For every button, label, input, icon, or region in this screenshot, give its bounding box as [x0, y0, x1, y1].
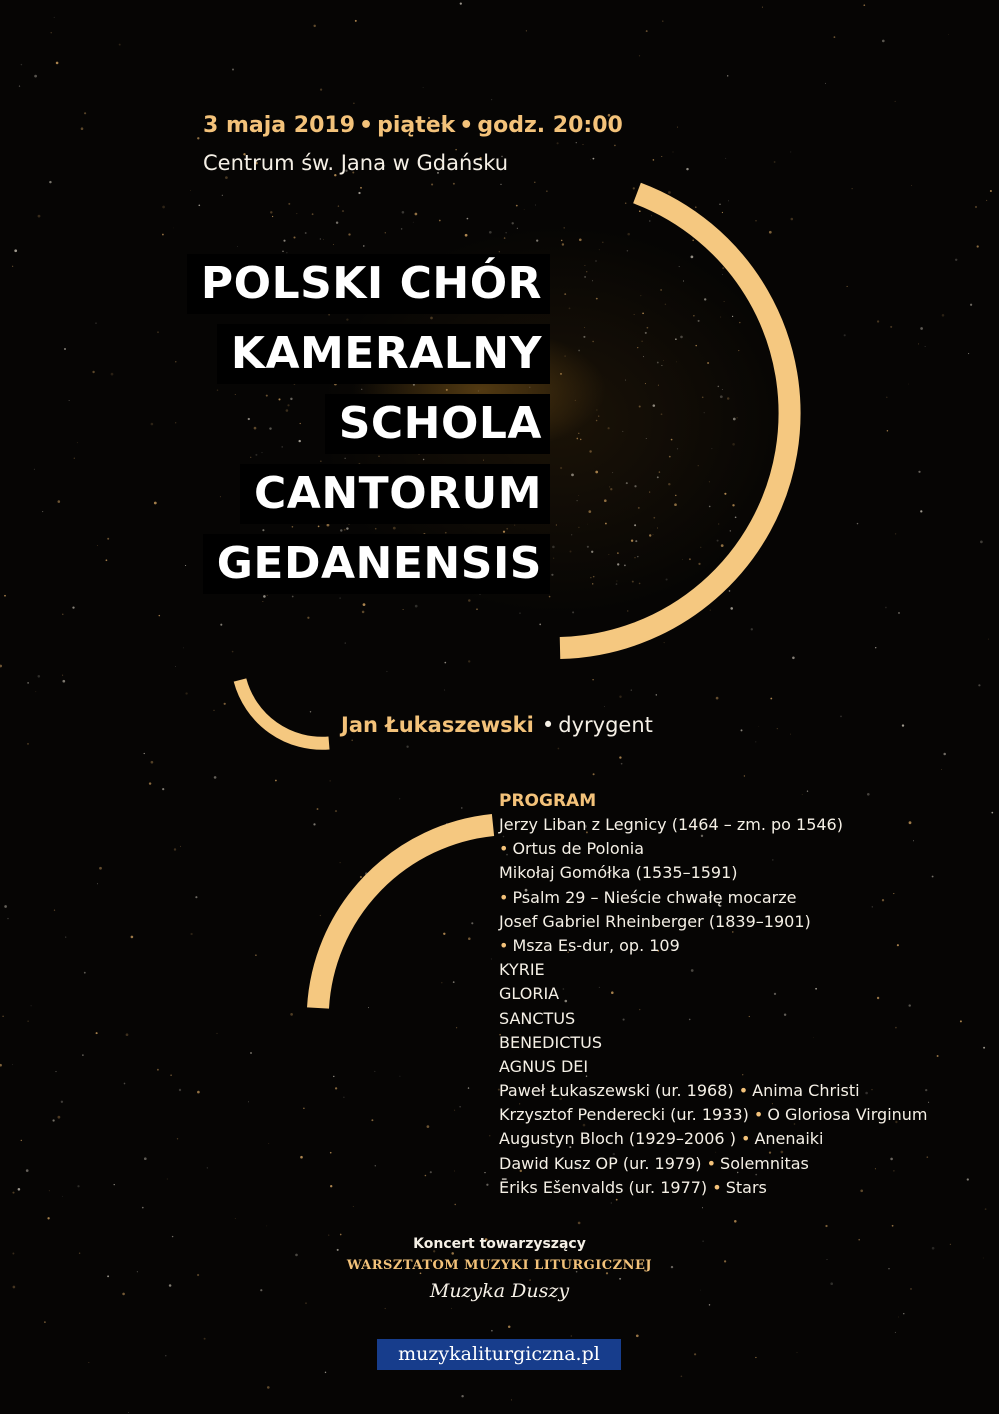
bullet-icon: • [706, 1153, 717, 1173]
title-line-4: CANTORUM [240, 464, 550, 524]
event-venue: Centrum św. Jana w Gdańsku [203, 151, 509, 175]
footer-subtitle: Muzyka Duszy [429, 1280, 570, 1302]
composer-line: Josef Gabriel Rheinberger (1839–1901) [499, 911, 811, 931]
movement-line: GLORIA [499, 984, 560, 1004]
movement-line: SANCTUS [499, 1008, 576, 1028]
work-line [499, 934, 928, 958]
title-line-2: KAMERALNY [217, 324, 550, 384]
bullet-icon: • [712, 1177, 722, 1197]
website-link[interactable]: muzykaliturgiczna.pl [377, 1339, 621, 1370]
program-arc [318, 825, 493, 1008]
footer [0, 1236, 999, 1310]
conductor-role: dyrygent [558, 713, 653, 737]
work-title: Psalm 29 – Nieście chwałę mocarze [512, 887, 797, 907]
movement-line: BENEDICTUS [499, 1032, 603, 1052]
footer-workshop: WARSZTATOM MUZYKI LITURGICZNEJ [346, 1258, 653, 1273]
separator-dot: • [541, 713, 555, 737]
bullet-icon: • [753, 1105, 764, 1125]
event-date: 3 maja 2019 [203, 113, 356, 138]
large-arc [560, 193, 790, 648]
bullet-icon: • [499, 935, 509, 955]
bullet-icon: • [738, 1081, 749, 1101]
program-list [499, 789, 928, 1200]
composer-name: Ēriks Ešenvalds (ur. 1977) [499, 1177, 708, 1197]
work-title: Msza Es-dur, op. 109 [512, 935, 680, 955]
separator-dot: • [359, 113, 374, 138]
conductor-name: Jan Łukaszewski [341, 713, 534, 737]
work-title: Ortus de Polonia [512, 839, 645, 859]
bullet-icon: • [499, 839, 509, 859]
event-date-line [203, 113, 623, 138]
conductor-line [341, 713, 653, 737]
title-line-1: POLSKI CHÓR [187, 254, 550, 314]
bullet-icon: • [741, 1129, 751, 1149]
composer-name: Krzysztof Penderecki (ur. 1933) [499, 1105, 749, 1125]
composer-line: Mikołaj Gomółka (1535–1591) [499, 863, 738, 883]
work-line [499, 837, 928, 861]
work-line [499, 886, 928, 910]
program-heading: PROGRAM [499, 791, 597, 811]
event-time: godz. 20:00 [477, 113, 623, 138]
movement-line: AGNUS DEI [499, 1056, 589, 1076]
composer-work-line [499, 1176, 928, 1200]
composer-work-line [499, 1079, 928, 1103]
choir-title [187, 254, 550, 594]
work-title: Solemnitas [720, 1153, 809, 1173]
work-title: O Gloriosa Virginum [767, 1105, 928, 1125]
separator-dot: • [459, 113, 474, 138]
work-title: Stars [725, 1177, 767, 1197]
movement-line: KYRIE [499, 960, 545, 980]
composer-work-line [499, 1152, 928, 1176]
footer-accompanying: Koncert towarzyszący [413, 1236, 586, 1252]
event-day: piątek [377, 113, 456, 138]
small-arc [240, 680, 329, 743]
composer-work-line [499, 1103, 928, 1127]
composer-name: Augustyn Bloch (1929–2006 ) [499, 1129, 736, 1149]
composer-name: Paweł Łukaszewski (ur. 1968) [499, 1081, 734, 1101]
composer-line: Jerzy Liban z Legnicy (1464 – zm. po 1546) [499, 815, 843, 834]
title-line-3: SCHOLA [325, 394, 550, 454]
work-title: Anima Christi [752, 1081, 860, 1101]
work-title: Anenaiki [754, 1129, 824, 1149]
composer-work-line [499, 1127, 928, 1151]
title-line-5: GEDANENSIS [203, 534, 550, 594]
bullet-icon: • [499, 887, 509, 907]
composer-name: Dawid Kusz OP (ur. 1979) [499, 1153, 702, 1173]
